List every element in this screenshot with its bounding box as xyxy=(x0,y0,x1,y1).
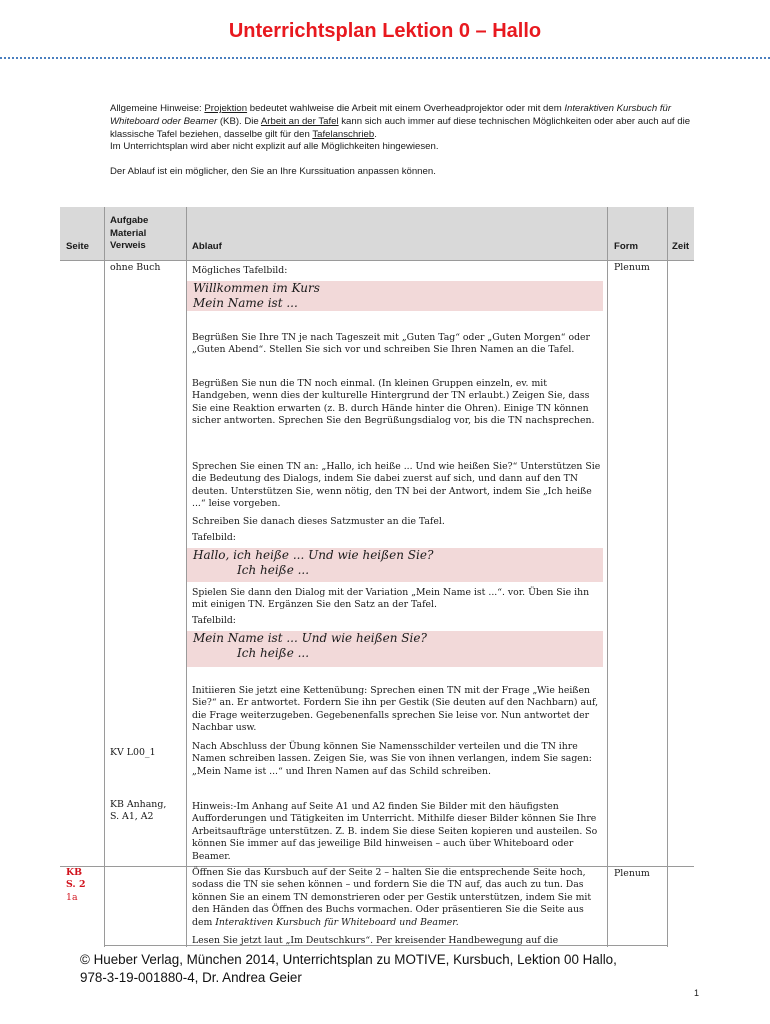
footer-line: 978-3-19-001880-4, Dr. Andrea Geier xyxy=(80,970,302,985)
ablauf-paragraph: Sprechen Sie einen TN an: „Hallo, ich heiße ... Und wie heißen Sie?“ Unterstützen Sie die Bedeutung des Dialogs, indem Sie dabei zuerst auf sich, und dann auf den TN deuten. Unterstützen Sie, wenn nötig, den TN bei der Antwort, indem Sie „Ich heiße ...“ leise vorgeben. xyxy=(192,461,601,510)
tafelbild-line: Mein Name ist ... Und wie heißen Sie? xyxy=(193,631,427,645)
ablauf-paragraph: Lesen Sie jetzt laut „Im Deutschkurs“. Per kreisender Handbewegung auf die xyxy=(192,935,559,946)
table-header-rule xyxy=(60,260,694,261)
title-divider xyxy=(0,57,770,59)
ablauf-paragraph: Spielen Sie dann den Dialog mit der Variation „Mein Name ist ...“. vor. Üben Sie ihn mit einigen TN. Ergänzen Sie den Satz an der Tafel. xyxy=(192,587,590,611)
row2-form: Plenum xyxy=(614,868,650,879)
header-aufgabe xyxy=(110,215,148,253)
ablauf-text: Öffnen Sie das Kursbuch auf der Seite 2 – halten Sie die entsprechende Seite hoch, sodass die TN sie sehen können – und fordern Sie die TN auf, das auch zu tun. Das können Sie an einem TN demonstrieren oder per Gestik unterstützen, indem Sie mit den Händen das Öffnen des Buchs vormachen. Oder präsentieren Sie die Seite aus dem xyxy=(192,867,592,928)
seite-line: S. 2 xyxy=(66,879,86,891)
table-column-divider xyxy=(667,207,668,947)
ablauf-italic-text: Interaktiven Kursbuch für Whiteboard und Beamer. xyxy=(215,916,459,928)
ablauf-paragraph: Nach Abschluss der Übung können Sie Namensschilder verteilen und die TN ihre Namen schreiben lassen. Zeigen Sie, was Sie von ihnen verlangen, indem Sie sagen: „Mein Name ist ...“ und Ihren Namen auf das Schild schreiben. xyxy=(192,741,592,777)
header-material-line: Material xyxy=(110,227,147,239)
row1-material-anhang xyxy=(110,799,166,824)
footer-line: © Hueber Verlag, München 2014, Unterrichtsplan zu MOTIVE, Kursbuch, Lektion 00 Hallo, xyxy=(80,952,617,967)
tafelbild-line: Mein Name ist ... xyxy=(193,296,298,310)
header-seite: Seite xyxy=(66,241,89,252)
table-column-divider xyxy=(607,207,608,947)
hints-underlined-tafel: Arbeit an der Tafel xyxy=(260,115,339,127)
hints-italic-kursbuch: Interaktiven Kursbuch für Whiteboard oder Beamer xyxy=(110,103,672,127)
row2-seite xyxy=(66,867,86,904)
general-hints xyxy=(110,103,710,179)
hints-underlined-projektion: Projektion xyxy=(204,103,248,114)
ablauf-paragraph xyxy=(192,867,602,929)
hints-text: bedeutet wahlweise die Arbeit mit einem Overheadprojektor oder mit dem xyxy=(247,103,565,114)
tafelbild-label-2: Tafelbild: xyxy=(192,532,236,543)
hints-text: Allgemeine Hinweise: xyxy=(110,103,205,114)
header-ablauf: Ablauf xyxy=(192,241,222,252)
hints-paragraph-3: Der Ablauf ist ein möglicher, den Sie an Ihre Kurssituation anpassen können. xyxy=(110,166,436,178)
material-line: KB Anhang, xyxy=(110,799,167,810)
ablauf-paragraph: Initiieren Sie jetzt eine Kettenübung: Sprechen einen TN mit der Frage „Wie heißen Sie?“ an. Er antwortet. Fordern Sie ihn per Gestik (Sie deuten auf den Nachbarn) auf, die Frage weiterzugeben. Gegebenenfalls sprechen Sie leise vor. Nun antwortet der Nachbar usw. xyxy=(192,685,599,734)
hints-underlined-tafelanschrieb: Tafelanschrieb xyxy=(312,128,375,140)
material-line: S. A1, A2 xyxy=(110,811,154,823)
tafelbild-2 xyxy=(187,548,603,582)
ablauf-paragraph: Begrüßen Sie Ihre TN je nach Tageszeit mit „Guten Tag“ oder „Guten Morgen“ oder „Guten Abend“. Stellen Sie sich vor und schreiben Sie Ihren Namen an die Tafel. xyxy=(192,332,590,356)
hints-text: kann sich auch immer auf diese technischen Möglichkeiten oder aber auch auf die klassische Tafel beziehen, dasselbe gilt für den xyxy=(110,115,691,140)
hints-paragraph-2: Im Unterrichtsplan wird aber nicht explizit auf alle Möglichkeiten hingewiesen. xyxy=(110,141,439,153)
tafelbild-1 xyxy=(187,281,603,311)
header-form: Form xyxy=(614,241,638,252)
table-header xyxy=(60,207,694,261)
header-verweis-line: Verweis xyxy=(110,240,146,251)
row1-form: Plenum xyxy=(614,262,650,273)
hints-text: . xyxy=(374,128,377,140)
ablauf-paragraph: Begrüßen Sie nun die TN noch einmal. (In kleinen Gruppen einzeln, ev. mit Handgeben, wenn dies der kulturelle Hintergrund der TN erlaubt.) Zeigen Sie, dass Sie eine Reaktion erwarten (z. B. durch Hände hinter die Ohren). Einige TN können sicher antworten. Sprechen Sie den Begrüßungsdialog vor, bis die TN nachsprechen. xyxy=(192,378,595,427)
tafelbild-3 xyxy=(187,631,603,667)
hints-paragraph xyxy=(110,103,710,141)
header-aufgabe-line: Aufgabe xyxy=(110,215,149,226)
tafelbild-line: Hallo, ich heiße ... Und wie heißen Sie? xyxy=(193,548,434,562)
tafelbild-line: Willkommen im Kurs xyxy=(193,281,320,295)
page-title: Unterrichtsplan Lektion 0 – Hallo xyxy=(228,20,542,42)
tafelbild-label-3: Tafelbild: xyxy=(192,615,236,626)
header-zeit: Zeit xyxy=(672,241,690,252)
seite-line: 1a xyxy=(66,891,78,903)
row1-material-kv: KV L00_1 xyxy=(110,747,156,758)
row1-material: ohne Buch xyxy=(110,262,161,273)
tafelbild-label-1: Mögliches Tafelbild: xyxy=(192,265,288,276)
ablauf-paragraph: Hinweis:-Im Anhang auf Seite A1 und A2 finden Sie Bilder mit den häufigsten Aufforderungen und Tätigkeiten im Unterricht. Mithilfe dieser Bilder können Sie Ihre Arbeitsaufträge unterstützen. Z. B. indem Sie diese Seiten kopieren und austeilen. So können Sie immer auf das jeweilige Bild hinweisen – auch über Whiteboard oder Beamer. xyxy=(192,801,598,862)
tafelbild-line: Ich heiße ... xyxy=(237,646,310,660)
page-number: 1 xyxy=(694,988,700,998)
hints-text: (KB). Die xyxy=(217,115,261,127)
ablauf-paragraph: Schreiben Sie danach dieses Satzmuster an die Tafel. xyxy=(192,516,445,527)
table-column-divider xyxy=(104,207,105,947)
tafelbild-line: Ich heiße ... xyxy=(237,563,310,577)
page-footer xyxy=(80,951,700,987)
seite-line: KB xyxy=(66,867,83,878)
